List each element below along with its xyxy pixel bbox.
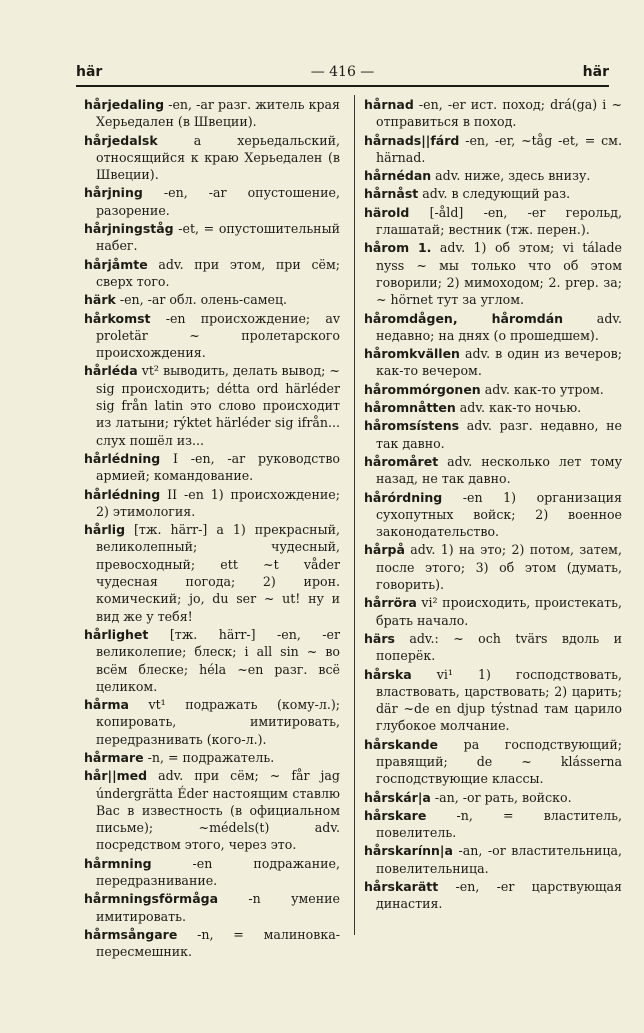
entry-headword: hårnads||fárd [364, 132, 460, 148]
entry-definition: adv. 1) об этом; vi tálade nyss ~ мы только что об этом говорили; 2) мимоходом; 2. prep. за; ~ hörnet тут за углом. [376, 240, 622, 308]
entry-headword: hårnédan [364, 168, 432, 184]
dictionary-entry [364, 132, 622, 167]
dictionary-entry [84, 696, 340, 748]
dictionary-entry [84, 184, 340, 219]
dictionary-entry [364, 789, 622, 806]
dictionary-entry [364, 204, 622, 239]
dictionary-entry [364, 417, 622, 452]
entry-definition: II -en 1) происхождение; 2) этимология. [96, 486, 340, 519]
dictionary-entry [84, 890, 340, 925]
entry-definition: -en 1) организация сухопутных войск; 2) военное законодательство. [376, 489, 622, 540]
entry-definition: -an, -or рать, войско. [430, 789, 572, 805]
entry-headword: håromnåtten [364, 400, 456, 416]
entry-headword: hårlédning [84, 486, 161, 502]
entry-definition: -en, -er царствующая династия. [376, 879, 622, 912]
entry-definition: -an, -or властительница, повелительница. [376, 843, 622, 876]
entry-definition: -en подражание, передразнивание. [96, 855, 340, 889]
entry-definition: -n, = малиновка-пересмешник. [96, 926, 340, 960]
dictionary-entry [364, 594, 622, 629]
entry-definition: -n, = властитель, повелитель. [376, 807, 622, 841]
entry-definition: vt¹ подражать (кому-л.); копировать, имитировать, передразнивать (кого-л.). [96, 697, 340, 747]
entry-headword: hårskande [364, 736, 439, 752]
entry-headword: hårjedalsk [84, 132, 158, 148]
dictionary-entry [364, 878, 622, 913]
entry-definition: pa господствующий; правящий; de ~ klásserna господствующие классы. [376, 736, 622, 787]
entry-headword: håromkvällen [364, 346, 460, 362]
dictionary-entry [84, 450, 340, 485]
entry-definition: -en, -ar обл. олень-самец. [115, 292, 288, 308]
dictionary-entry [84, 521, 340, 625]
entry-headword: hårlighet [84, 626, 149, 642]
entry-headword: hårröra [364, 595, 417, 611]
dictionary-entry [364, 185, 622, 202]
entry-definition: adv. как-то ночью. [455, 400, 582, 416]
dictionary-entry [84, 256, 340, 291]
entry-definition: adv. ниже, здесь внизу. [431, 168, 591, 184]
entry-headword: hårskár|a [364, 789, 431, 805]
dictionary-entry [364, 630, 622, 665]
dictionary-entry [364, 345, 622, 380]
entry-headword: härold [364, 204, 410, 220]
entry-headword: hårlig [84, 522, 126, 538]
entry-definition: adv. 1) на это; 2) потом, затем, после этого; 3) об этом (думать, говорить). [376, 542, 622, 593]
entry-headword: hårom 1. [364, 240, 432, 256]
entry-definition: vt² выводить, делать вывод; ~ sig происходить; détta ord härléder sig från latin это слово происходит из латыни; rýktet härléder sig ifrån... слух пошёл из... [96, 363, 340, 448]
entry-headword: hårlédning [84, 450, 161, 466]
entry-headword: hårska [364, 666, 412, 682]
entry-definition: adv. в один из вечеров; как-то вечером. [376, 346, 622, 379]
entry-headword: hårmsångare [84, 926, 178, 942]
entry-headword: hårmningsförmåga [84, 891, 219, 907]
entry-definition: adv. разг. недавно, не так давно. [376, 418, 622, 451]
entry-definition: [-åld] -en, -er герольд, глашатай; вестник (тж. перен.). [376, 204, 622, 238]
entry-definition: -en, -er, ~tåg -et, = см. härnad. [376, 132, 622, 165]
dictionary-entry [84, 855, 340, 890]
dictionary-entry [84, 96, 340, 131]
entry-definition: -en, -ar опустошение, разорение. [96, 185, 340, 218]
entry-headword: härk [84, 292, 116, 308]
entry-headword: hårmare [84, 749, 144, 765]
dictionary-entry [364, 453, 622, 488]
entry-definition: vi¹ 1) господствовать, властвовать, царствовать; 2) царить; där ~de en djup týstnad там царило глубокое молчание. [376, 666, 622, 734]
dictionary-entry [364, 167, 622, 184]
entry-definition: adv. при этом, при сём; сверх того. [96, 256, 340, 289]
dictionary-entry [84, 310, 340, 362]
dictionary-entry [364, 489, 622, 541]
page-number: — 416 — [310, 64, 375, 80]
entry-definition: -en происхождение; av proletär ~ пролетарского происхождения. [96, 310, 340, 361]
page-header [76, 64, 609, 86]
dictionary-entry [84, 767, 340, 853]
dictionary-entry [364, 807, 622, 842]
dictionary-entry [84, 486, 340, 521]
header-right-guide-word: här [582, 64, 609, 80]
entry-definition: vi² происходить, проистекать, брать начало. [376, 595, 622, 628]
entry-definition: [тж. härr-] -en, -er великолепие; блеск; i all sin ~ во всём блеске; héla ~en разг. всё целиком. [96, 626, 340, 694]
left-column [84, 96, 340, 962]
entry-headword: hårskarínn|a [364, 843, 453, 859]
entry-headword: hårskare [364, 807, 427, 823]
entry-headword: hårórdning [364, 489, 443, 505]
dictionary-entry [364, 399, 622, 416]
entry-headword: hårpå [364, 542, 405, 558]
entry-headword: håromsístens [364, 418, 460, 434]
entry-headword: hårjåmte [84, 256, 148, 272]
column-divider [354, 95, 355, 935]
dictionary-entry [84, 132, 340, 184]
dictionary-entry [364, 96, 622, 131]
entry-definition: -n умение имитировать. [96, 891, 340, 924]
entry-definition: adv. несколько лет тому назад, не так давно. [376, 453, 622, 487]
dictionary-entry [84, 362, 340, 448]
dictionary-entry [84, 926, 340, 961]
entry-definition: adv. в следующий раз. [418, 186, 571, 202]
dictionary-entry [364, 541, 622, 593]
entry-definition: adv. как-то утром. [480, 381, 604, 397]
dictionary-entry [84, 291, 340, 308]
dictionary-entry [364, 239, 622, 308]
entry-definition: -en, -er ист. поход; drá(ga) i ~ отправиться в поход. [376, 97, 622, 130]
dictionary-entry [364, 666, 622, 735]
entry-headword: hårnad [364, 97, 414, 112]
dictionary-entry [364, 842, 622, 877]
dictionary-entry [364, 736, 622, 788]
entry-definition: adv. недавно; на днях (о прошедшем). [376, 310, 623, 343]
entry-definition: adv. при сём; ~ får jag úndergrätta Éder настоящим ставлю Вас в известность (в официальном письме); ~médels(t) adv. посредством этого, через это. [96, 768, 340, 853]
entry-headword: hårléda [84, 363, 138, 379]
entry-headword: hårjningståg [84, 221, 174, 237]
entry-definition: -n, = подражатель. [143, 749, 275, 765]
dictionary-entry [364, 381, 622, 398]
dictionary-entry [364, 310, 622, 345]
entry-definition: a херьедальский, относящийся к краю Херьедален (в Швеции). [96, 132, 340, 183]
entry-headword: hårjedaling [84, 97, 165, 112]
entry-headword: hår||med [84, 768, 148, 784]
header-rule [76, 85, 609, 87]
entry-definition: adv.: ~ och tvärs вдоль и поперёк. [376, 630, 622, 664]
right-column [364, 96, 622, 914]
dictionary-entry [84, 626, 340, 695]
entry-headword: håromåret [364, 453, 439, 469]
entry-definition: -et, = опустошительный набег. [96, 221, 340, 254]
entry-headword: hårjning [84, 185, 143, 201]
entry-headword: hårnåst [364, 186, 419, 202]
entry-headword: hårma [84, 697, 129, 713]
entry-headword: hårkomst [84, 310, 151, 326]
entry-headword: håromdågen, håromdán [364, 310, 564, 326]
entry-headword: hårmning [84, 855, 152, 871]
entry-headword: hårskarätt [364, 879, 439, 895]
dictionary-entry [84, 220, 340, 255]
entry-headword: härs [364, 630, 395, 646]
entry-definition: I -en, -ar руководство армией; командование. [96, 450, 340, 484]
dictionary-entry [84, 749, 340, 766]
entry-headword: hårommórgonen [364, 381, 481, 397]
entry-definition: [тж. härr-] a 1) прекрасный, великолепный; чудесный, превосходный; ett ~t våder чудесная погода; 2) ирон. комический; jo, du ser ~ ut! ну и вид же у тебя! [96, 522, 340, 624]
header-left-guide-word: här [76, 64, 103, 80]
entry-definition: -en, -ar разг. житель края Херьедален (в Швеции). [96, 97, 340, 130]
